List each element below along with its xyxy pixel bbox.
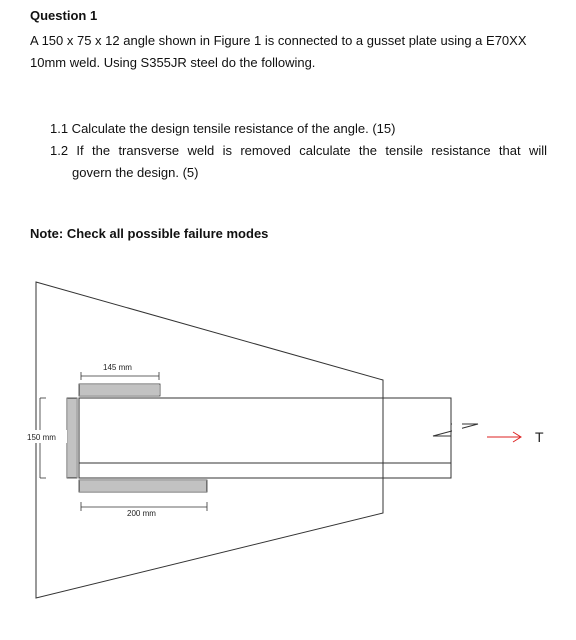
note-text: Note: Check all possible failure modes <box>30 226 269 241</box>
gusset-plate <box>36 282 383 598</box>
dim-label-200: 200 mm <box>127 509 156 518</box>
task-item-2: 1.2 If the transverse weld is removed calculate the tensile resistance that will <box>50 143 547 158</box>
dim-label-145: 145 mm <box>103 363 132 372</box>
task-item-1: 1.1 Calculate the design tensile resistance of the angle. (15) <box>50 121 396 136</box>
dim-label-150: 150 mm <box>27 433 56 442</box>
figure-1-diagram <box>0 270 576 640</box>
force-label: T <box>535 429 544 445</box>
question-paragraph: A 150 x 75 x 12 angle shown in Figure 1 is connected to a gusset plate using a E70XX 10mm weld. Using S355JR steel do the following. <box>30 33 527 70</box>
task-item-2-continuation: govern the design. (5) <box>72 165 199 180</box>
angle-member <box>79 398 451 478</box>
question-heading: Question 1 <box>30 8 98 23</box>
weld-end <box>67 398 77 478</box>
